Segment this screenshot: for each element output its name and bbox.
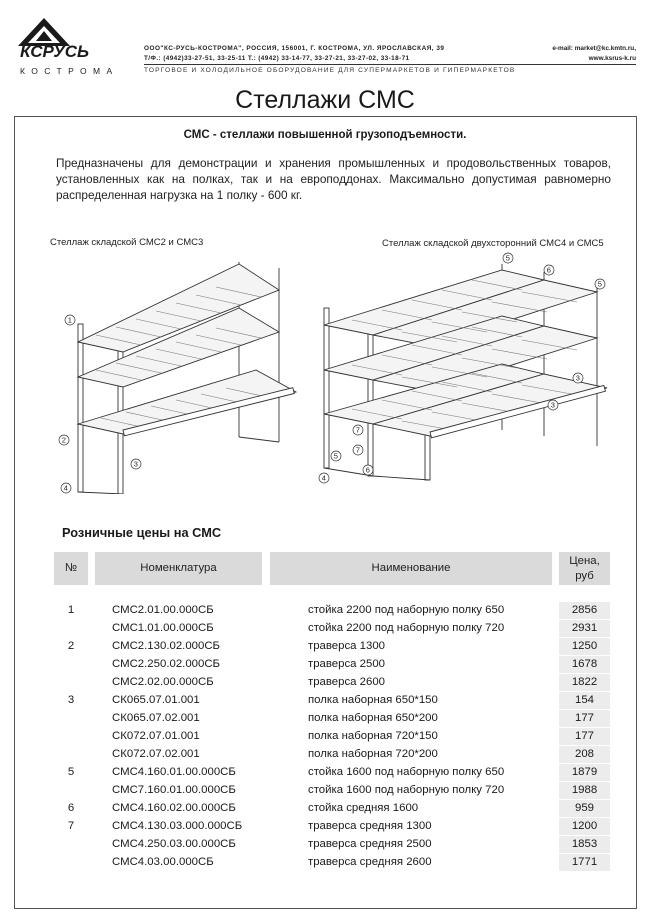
row-name: полка наборная 650*200: [308, 712, 438, 724]
logo-city: КОСТРОМА: [20, 66, 119, 76]
row-price: 1879: [571, 766, 598, 778]
callout-label: 7: [355, 425, 360, 435]
row-code: СМС2.130.02.000СБ: [112, 640, 221, 652]
table-row: [0, 800, 650, 818]
company-address: ООО"КС-РУСЬ-КОСТРОМА", РОССИЯ, 156001, Г. КОСТРОМА, УЛ. ЯРОСЛАВСКАЯ, 39: [144, 45, 445, 52]
row-price: 1200: [571, 820, 598, 832]
rack-drawing-single: [56, 252, 306, 494]
callout-label: 3: [133, 459, 138, 469]
callout-label: 1: [67, 315, 72, 325]
row-name: стойка 2200 под наборную полку 720: [308, 622, 505, 634]
row-number: 1: [67, 604, 75, 616]
table-row: [0, 620, 650, 638]
row-number: 2: [67, 640, 75, 652]
callout-label: 4: [321, 473, 326, 483]
callout-label: 3: [575, 373, 580, 383]
header-divider: [144, 64, 636, 65]
row-name: траверса 2600: [308, 676, 386, 688]
company-phones: Т/Ф.: (4942)33-27-51, 33-25-11 Т.: (4942) 33-14-77, 33-27-21, 33-27-02, 33-18-71: [144, 55, 410, 62]
row-name: стойка 1600 под наборную полку 650: [308, 766, 505, 778]
price-table: [0, 602, 650, 872]
table-row: [0, 674, 650, 692]
table-row: [0, 656, 650, 674]
table-row: [0, 602, 650, 620]
rack-drawing-double: [312, 250, 612, 494]
callout-label: 5: [597, 279, 602, 289]
row-price: 1678: [571, 658, 598, 670]
table-row: [0, 818, 650, 836]
caption-left-rack: Стеллаж складской СМС2 и СМС3: [50, 237, 204, 248]
callout-label: 6: [546, 265, 551, 275]
row-price: 2856: [571, 604, 598, 616]
table-row: [0, 746, 650, 764]
row-name: стойка 1600 под наборную полку 720: [308, 784, 505, 796]
price-section-title: Розничные цены на СМС: [62, 525, 222, 540]
row-number: 3: [67, 694, 75, 706]
row-code: СМС4.130.03.000.000СБ: [112, 820, 243, 832]
row-code: СК072.07.02.001: [112, 748, 200, 760]
table-row: [0, 854, 650, 872]
row-code: СМС4.160.02.00.000СБ: [112, 802, 236, 814]
callout-label: 4: [63, 483, 68, 493]
callout-label: 7: [355, 445, 360, 455]
callout-label: 5: [333, 451, 338, 461]
row-name: стойка 2200 под наборную полку 650: [308, 604, 505, 616]
table-header-code: Номенклатура: [95, 552, 262, 585]
row-price: 1822: [571, 676, 598, 688]
row-name: полка наборная 720*200: [308, 748, 438, 760]
callout-label: 2: [61, 435, 66, 445]
row-price: 177: [574, 730, 594, 742]
row-name: стойка средняя 1600: [308, 802, 419, 814]
row-number: 7: [67, 820, 75, 832]
row-code: СМС2.01.00.000СБ: [112, 604, 214, 616]
table-header-name: Наименование: [270, 552, 552, 585]
row-name: траверса 1300: [308, 640, 386, 652]
row-price: 2931: [571, 622, 598, 634]
row-code: СМС4.250.03.00.000СБ: [112, 838, 236, 850]
row-name: траверса средняя 2500: [308, 838, 432, 850]
row-code: СК065.07.02.001: [112, 712, 200, 724]
callout-label: 6: [365, 465, 370, 475]
row-code: СМС4.03.00.000СБ: [112, 856, 214, 868]
row-number: 5: [67, 766, 75, 778]
table-row: [0, 638, 650, 656]
row-name: траверса средняя 2600: [308, 856, 432, 868]
row-code: СК065.07.01.001: [112, 694, 200, 706]
table-row: [0, 764, 650, 782]
row-number: 6: [67, 802, 75, 814]
table-header-num: №: [54, 552, 88, 585]
row-name: траверса средняя 1300: [308, 820, 432, 832]
row-code: СМС1.01.00.000СБ: [112, 622, 214, 634]
row-code: СК072.07.01.001: [112, 730, 200, 742]
table-row: [0, 710, 650, 728]
row-code: СМС2.02.00.000СБ: [112, 676, 214, 688]
row-price: 1771: [571, 856, 598, 868]
row-price: 1853: [571, 838, 598, 850]
product-subheading: СМС - стеллажи повышенной грузоподъемности.: [183, 129, 467, 141]
row-name: полка наборная 720*150: [308, 730, 438, 742]
product-description: Предназначены для демонстрации и хранения промышленных и продовольственных товаров, установленных как на полках, так и на европоддонах. Максимально допустимая равномерно распределенная нагрузка на 1 полку - 600 кг.: [56, 156, 611, 202]
table-row: [0, 728, 650, 746]
table-row: [0, 836, 650, 854]
table-header-price: Цена, руб: [559, 552, 610, 585]
row-price: 177: [574, 712, 594, 724]
row-name: траверса 2500: [308, 658, 386, 670]
row-code: СМС4.160.01.00.000СБ: [112, 766, 236, 778]
company-logo: [14, 16, 126, 78]
company-email[interactable]: e-mail: market@kc.kmtn.ru,: [552, 45, 636, 52]
company-tagline: ТОРГОВОЕ И ХОЛОДИЛЬНОЕ ОБОРУДОВАНИЕ ДЛЯ СУПЕРМАРКЕТОВ И ГИПЕРМАРКЕТОВ: [144, 67, 516, 74]
callout-label: 3: [550, 400, 555, 410]
caption-right-rack: Стеллаж складской двухсторонний СМС4 и СМС5: [382, 238, 604, 249]
row-name: полка наборная 650*150: [308, 694, 438, 706]
row-price: 208: [574, 748, 594, 760]
row-code: СМС7.160.01.00.000СБ: [112, 784, 236, 796]
company-website[interactable]: www.ksrus-k.ru: [588, 55, 636, 62]
row-price: 154: [574, 694, 594, 706]
table-row: [0, 692, 650, 710]
callout-label: 5: [505, 253, 510, 263]
row-price: 1988: [571, 784, 598, 796]
row-price: 1250: [571, 640, 598, 652]
logo-text: КСРУСЬ: [20, 42, 90, 60]
logo-emblem: [14, 16, 126, 60]
row-code: СМС2.250.02.000СБ: [112, 658, 221, 670]
row-price: 959: [574, 802, 594, 814]
table-row: [0, 782, 650, 800]
page-title: Стеллажи СМС: [235, 86, 415, 114]
